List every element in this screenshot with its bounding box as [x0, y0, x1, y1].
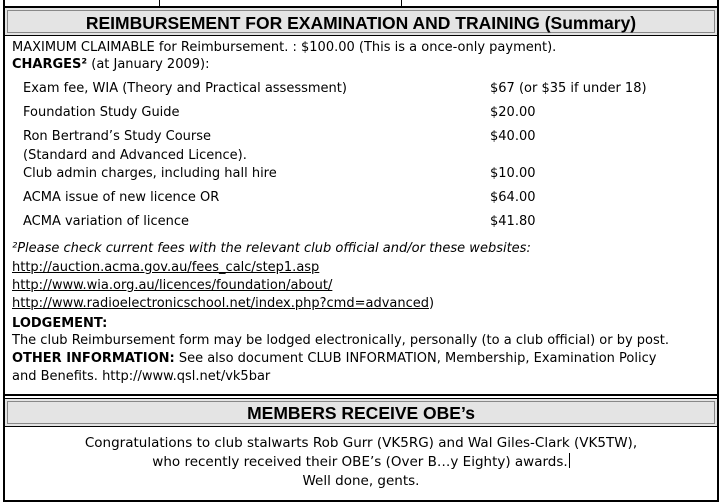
other-info-line	[12, 350, 656, 368]
congrats-line	[5, 453, 717, 471]
other-info-label: OTHER INFORMATION:	[12, 351, 175, 366]
lodgement-heading: LODGEMENT:	[12, 316, 108, 331]
charge-price: $67 (or $35 if under 18)	[490, 81, 647, 96]
congrats-line: Well done, gents.	[302, 473, 420, 489]
other-info-text: See also document CLUB INFORMATION, Membership, Examination Policy	[174, 351, 657, 366]
charge-price: $64.00	[490, 190, 536, 205]
section-title: REIMBURSEMENT FOR EXAMINATION AND TRAINING (Summary)	[85, 13, 637, 33]
acma-fees-link[interactable]: http://auction.acma.gov.au/fees_calc/step1.asp	[12, 260, 320, 275]
charge-item: Ron Bertrand’s Study Course	[23, 129, 212, 144]
charge-price: $10.00	[490, 166, 536, 181]
section-header-obe	[5, 398, 717, 427]
section-divider	[5, 394, 717, 396]
charges-heading	[12, 56, 209, 74]
obe-section	[5, 427, 717, 502]
charge-item: Club admin charges, including hall hire	[23, 166, 277, 181]
charge-price: $40.00	[490, 129, 536, 144]
charge-item: Exam fee, WIA (Theory and Practical assessment)	[23, 81, 347, 96]
charge-item: ACMA variation of licence	[23, 214, 190, 229]
other-info-line2: and Benefits. http://www.qsl.net/vk5bar	[12, 369, 271, 384]
bottom-border	[5, 500, 717, 502]
charge-item-line2: (Standard and Advanced Licence).	[23, 148, 247, 163]
lodgement-text: The club Reimbursement form may be lodged electronically, personally (to a club official) or by post.	[12, 333, 669, 348]
document-page	[3, 0, 719, 502]
text-cursor	[569, 453, 570, 468]
charge-item: Foundation Study Guide	[23, 105, 180, 120]
charge-price: $41.80	[490, 214, 536, 229]
radio-school-link[interactable]: http://www.radioelectronicschool.net/index.php?cmd=advanced	[12, 296, 429, 311]
reimbursement-section	[5, 36, 717, 394]
footnote-text: ²Please check current fees with the relevant club official and/or these websites:	[12, 241, 531, 256]
charge-price: $20.00	[490, 105, 536, 120]
link-trailing-paren: )	[429, 296, 435, 311]
max-claimable-text: MAXIMUM CLAIMABLE for Reimbursement. : $100.00 (This is a once-only payment).	[12, 40, 557, 55]
charges-label: CHARGES²	[12, 57, 88, 72]
section-header-reimbursement	[5, 6, 717, 36]
charge-item: ACMA issue of new licence OR	[23, 190, 220, 205]
section-title: MEMBERS RECEIVE OBE’s	[247, 403, 475, 423]
charges-note: (at January 2009):	[87, 57, 210, 72]
congrats-line: Congratulations to club stalwarts Rob Gurr (VK5RG) and Wal Giles-Clark (VK5TW),	[84, 435, 638, 451]
wia-foundation-link[interactable]: http://www.wia.org.au/licences/foundation/about/	[12, 278, 333, 293]
congrats-line-text: who recently received their OBE’s (Over B…y Eighty) awards.	[152, 454, 568, 470]
